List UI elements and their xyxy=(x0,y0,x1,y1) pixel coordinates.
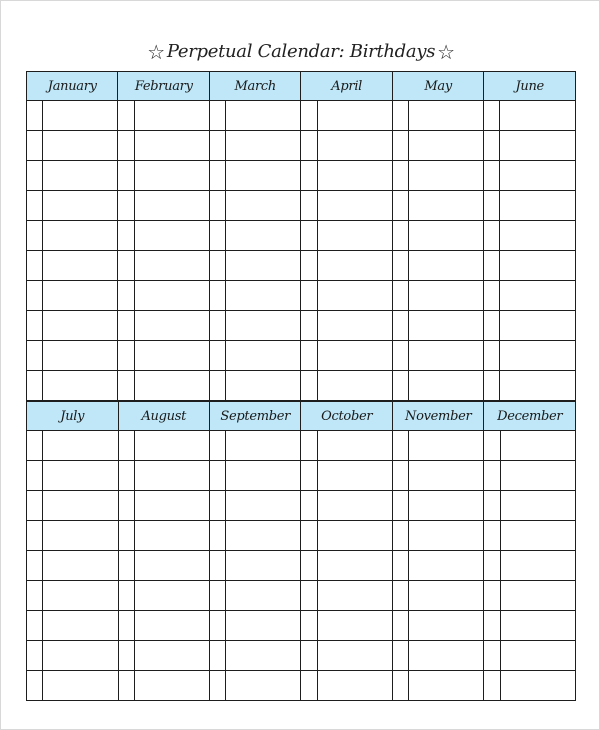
name-cell-february xyxy=(134,101,209,131)
name-cell-june xyxy=(500,281,576,311)
date-cell-february xyxy=(118,101,134,131)
name-cell-april xyxy=(317,221,392,251)
name-cell-october xyxy=(317,641,392,671)
name-cell-april xyxy=(317,101,392,131)
date-cell-february xyxy=(118,251,134,281)
month-header-may: May xyxy=(392,72,483,101)
name-cell-december xyxy=(500,521,575,551)
date-cell-october xyxy=(301,461,317,491)
table-row xyxy=(27,671,576,701)
date-cell-september xyxy=(209,551,225,581)
name-cell-august xyxy=(134,581,209,611)
name-cell-january xyxy=(43,161,118,191)
month-header-august: August xyxy=(118,402,209,431)
date-cell-may xyxy=(392,281,408,311)
name-cell-june xyxy=(500,311,576,341)
date-cell-july xyxy=(27,611,43,641)
name-cell-june xyxy=(500,341,576,371)
date-cell-may xyxy=(392,131,408,161)
name-cell-august xyxy=(134,491,209,521)
table-row xyxy=(27,311,576,341)
name-cell-april xyxy=(317,371,392,401)
date-cell-october xyxy=(301,671,317,701)
name-cell-november xyxy=(409,671,484,701)
name-cell-february xyxy=(134,221,209,251)
name-cell-april xyxy=(317,311,392,341)
name-cell-august xyxy=(134,671,209,701)
date-cell-february xyxy=(118,311,134,341)
name-cell-february xyxy=(134,251,209,281)
date-cell-september xyxy=(209,461,225,491)
month-header-march: March xyxy=(209,72,300,101)
month-header-row xyxy=(27,72,576,101)
date-cell-june xyxy=(484,161,500,191)
date-cell-march xyxy=(209,341,225,371)
month-header-september: September xyxy=(209,402,301,431)
name-cell-october xyxy=(317,431,392,461)
date-cell-june xyxy=(484,371,500,401)
title-text: Perpetual Calendar: Birthdays xyxy=(166,41,436,62)
date-cell-august xyxy=(118,581,134,611)
date-cell-august xyxy=(118,461,134,491)
name-cell-july xyxy=(43,521,118,551)
page-title xyxy=(1,37,600,67)
name-cell-november xyxy=(409,581,484,611)
date-cell-march xyxy=(209,191,225,221)
date-cell-june xyxy=(484,221,500,251)
name-cell-november xyxy=(409,431,484,461)
table-row xyxy=(27,461,576,491)
date-cell-july xyxy=(27,521,43,551)
date-cell-september xyxy=(209,431,225,461)
name-cell-july xyxy=(43,611,118,641)
date-cell-february xyxy=(118,161,134,191)
date-cell-october xyxy=(301,581,317,611)
date-cell-december xyxy=(484,431,500,461)
date-cell-may xyxy=(392,341,408,371)
date-cell-july xyxy=(27,461,43,491)
date-cell-june xyxy=(484,191,500,221)
date-cell-january xyxy=(27,101,43,131)
name-cell-august xyxy=(134,521,209,551)
name-cell-march xyxy=(226,101,301,131)
date-cell-november xyxy=(392,461,408,491)
name-cell-april xyxy=(317,251,392,281)
date-cell-april xyxy=(301,191,317,221)
date-cell-june xyxy=(484,311,500,341)
date-cell-november xyxy=(392,611,408,641)
name-cell-june xyxy=(500,161,576,191)
name-cell-may xyxy=(408,191,483,221)
date-cell-june xyxy=(484,101,500,131)
name-cell-july xyxy=(43,551,118,581)
name-cell-march xyxy=(226,161,301,191)
name-cell-march xyxy=(226,311,301,341)
date-cell-january xyxy=(27,131,43,161)
date-cell-november xyxy=(392,581,408,611)
date-cell-march xyxy=(209,281,225,311)
date-cell-july xyxy=(27,641,43,671)
name-cell-october xyxy=(317,581,392,611)
date-cell-september xyxy=(209,671,225,701)
date-cell-august xyxy=(118,431,134,461)
name-cell-december xyxy=(500,581,575,611)
date-cell-december xyxy=(484,461,500,491)
name-cell-november xyxy=(409,551,484,581)
date-cell-march xyxy=(209,101,225,131)
date-cell-april xyxy=(301,161,317,191)
name-cell-march xyxy=(226,221,301,251)
date-cell-may xyxy=(392,191,408,221)
date-cell-november xyxy=(392,551,408,581)
date-cell-november xyxy=(392,671,408,701)
name-cell-march xyxy=(226,251,301,281)
name-cell-april xyxy=(317,281,392,311)
name-cell-october xyxy=(317,521,392,551)
name-cell-december xyxy=(500,461,575,491)
name-cell-january xyxy=(43,311,118,341)
date-cell-july xyxy=(27,581,43,611)
name-cell-october xyxy=(317,461,392,491)
name-cell-june xyxy=(500,251,576,281)
date-cell-december xyxy=(484,551,500,581)
date-cell-december xyxy=(484,521,500,551)
name-cell-may xyxy=(408,101,483,131)
date-cell-october xyxy=(301,521,317,551)
name-cell-february xyxy=(134,341,209,371)
date-cell-january xyxy=(27,251,43,281)
date-cell-may xyxy=(392,371,408,401)
date-cell-december xyxy=(484,641,500,671)
date-cell-august xyxy=(118,551,134,581)
date-cell-june xyxy=(484,131,500,161)
name-cell-july xyxy=(43,671,118,701)
name-cell-april xyxy=(317,341,392,371)
name-cell-october xyxy=(317,551,392,581)
date-cell-january xyxy=(27,341,43,371)
name-cell-january xyxy=(43,371,118,401)
date-cell-december xyxy=(484,491,500,521)
name-cell-july xyxy=(43,641,118,671)
name-cell-january xyxy=(43,251,118,281)
table-row xyxy=(27,551,576,581)
name-cell-may xyxy=(408,311,483,341)
name-cell-january xyxy=(43,221,118,251)
name-cell-may xyxy=(408,341,483,371)
table-row xyxy=(27,191,576,221)
name-cell-february xyxy=(134,371,209,401)
name-cell-march xyxy=(226,341,301,371)
table-row xyxy=(27,161,576,191)
name-cell-june xyxy=(500,371,576,401)
name-cell-january xyxy=(43,281,118,311)
table-row xyxy=(27,611,576,641)
name-cell-january xyxy=(43,131,118,161)
date-cell-february xyxy=(118,341,134,371)
name-cell-june xyxy=(500,191,576,221)
table-row xyxy=(27,641,576,671)
date-cell-january xyxy=(27,281,43,311)
name-cell-september xyxy=(226,581,301,611)
star-icon: ☆ xyxy=(147,40,165,64)
name-cell-september xyxy=(226,521,301,551)
date-cell-september xyxy=(209,521,225,551)
birthday-table-jan-jun xyxy=(26,71,576,401)
name-cell-november xyxy=(409,611,484,641)
date-cell-february xyxy=(118,131,134,161)
name-cell-february xyxy=(134,281,209,311)
name-cell-april xyxy=(317,191,392,221)
table-row xyxy=(27,281,576,311)
date-cell-june xyxy=(484,251,500,281)
name-cell-december xyxy=(500,641,575,671)
date-cell-july xyxy=(27,431,43,461)
month-header-july: July xyxy=(27,402,119,431)
date-cell-september xyxy=(209,581,225,611)
month-header-february: February xyxy=(118,72,209,101)
name-cell-october xyxy=(317,671,392,701)
name-cell-february xyxy=(134,191,209,221)
name-cell-may xyxy=(408,371,483,401)
date-cell-may xyxy=(392,161,408,191)
table-row xyxy=(27,341,576,371)
name-cell-july xyxy=(43,461,118,491)
name-cell-april xyxy=(317,161,392,191)
date-cell-april xyxy=(301,281,317,311)
date-cell-november xyxy=(392,431,408,461)
name-cell-december xyxy=(500,671,575,701)
date-cell-may xyxy=(392,311,408,341)
month-header-december: December xyxy=(484,402,576,431)
date-cell-may xyxy=(392,251,408,281)
date-cell-april xyxy=(301,251,317,281)
name-cell-november xyxy=(409,491,484,521)
date-cell-june xyxy=(484,341,500,371)
name-cell-august xyxy=(134,641,209,671)
table-row xyxy=(27,491,576,521)
name-cell-may xyxy=(408,131,483,161)
name-cell-july xyxy=(43,431,118,461)
date-cell-march xyxy=(209,131,225,161)
date-cell-august xyxy=(118,611,134,641)
name-cell-february xyxy=(134,161,209,191)
name-cell-march xyxy=(226,281,301,311)
name-cell-february xyxy=(134,311,209,341)
month-header-april: April xyxy=(301,72,392,101)
table-row xyxy=(27,431,576,461)
name-cell-august xyxy=(134,611,209,641)
name-cell-december xyxy=(500,431,575,461)
name-cell-march xyxy=(226,131,301,161)
name-cell-november xyxy=(409,641,484,671)
date-cell-august xyxy=(118,641,134,671)
date-cell-september xyxy=(209,491,225,521)
date-cell-april xyxy=(301,341,317,371)
star-icon: ☆ xyxy=(437,40,455,64)
name-cell-november xyxy=(409,521,484,551)
month-header-june: June xyxy=(484,72,576,101)
name-cell-june xyxy=(500,101,576,131)
name-cell-september xyxy=(226,431,301,461)
name-cell-september xyxy=(226,641,301,671)
name-cell-march xyxy=(226,191,301,221)
month-header-january: January xyxy=(27,72,118,101)
date-cell-april xyxy=(301,131,317,161)
month-header-row xyxy=(27,402,576,431)
table-row xyxy=(27,131,576,161)
date-cell-march xyxy=(209,161,225,191)
date-cell-october xyxy=(301,551,317,581)
name-cell-february xyxy=(134,131,209,161)
table-row xyxy=(27,581,576,611)
name-cell-october xyxy=(317,491,392,521)
date-cell-april xyxy=(301,371,317,401)
name-cell-june xyxy=(500,221,576,251)
table-row xyxy=(27,101,576,131)
name-cell-april xyxy=(317,131,392,161)
name-cell-september xyxy=(226,671,301,701)
date-cell-september xyxy=(209,641,225,671)
date-cell-april xyxy=(301,101,317,131)
date-cell-july xyxy=(27,491,43,521)
date-cell-december xyxy=(484,581,500,611)
date-cell-november xyxy=(392,491,408,521)
name-cell-august xyxy=(134,551,209,581)
date-cell-february xyxy=(118,281,134,311)
name-cell-september xyxy=(226,611,301,641)
name-cell-september xyxy=(226,461,301,491)
name-cell-january xyxy=(43,191,118,221)
date-cell-april xyxy=(301,221,317,251)
date-cell-march xyxy=(209,311,225,341)
date-cell-august xyxy=(118,671,134,701)
date-cell-november xyxy=(392,641,408,671)
date-cell-august xyxy=(118,521,134,551)
date-cell-february xyxy=(118,221,134,251)
date-cell-february xyxy=(118,371,134,401)
month-header-october: October xyxy=(301,402,392,431)
date-cell-october xyxy=(301,431,317,461)
name-cell-october xyxy=(317,611,392,641)
name-cell-november xyxy=(409,461,484,491)
date-cell-august xyxy=(118,491,134,521)
birthday-table-jul-dec xyxy=(26,401,576,701)
date-cell-april xyxy=(301,311,317,341)
date-cell-march xyxy=(209,251,225,281)
table-row xyxy=(27,521,576,551)
date-cell-may xyxy=(392,221,408,251)
name-cell-december xyxy=(500,551,575,581)
date-cell-september xyxy=(209,611,225,641)
date-cell-march xyxy=(209,371,225,401)
table-row xyxy=(27,251,576,281)
date-cell-february xyxy=(118,191,134,221)
date-cell-october xyxy=(301,641,317,671)
name-cell-march xyxy=(226,371,301,401)
date-cell-january xyxy=(27,371,43,401)
date-cell-june xyxy=(484,281,500,311)
name-cell-august xyxy=(134,431,209,461)
table-row xyxy=(27,371,576,401)
name-cell-may xyxy=(408,251,483,281)
date-cell-january xyxy=(27,191,43,221)
name-cell-may xyxy=(408,161,483,191)
name-cell-july xyxy=(43,491,118,521)
date-cell-march xyxy=(209,221,225,251)
date-cell-december xyxy=(484,611,500,641)
month-header-november: November xyxy=(392,402,483,431)
name-cell-september xyxy=(226,551,301,581)
name-cell-july xyxy=(43,581,118,611)
date-cell-january xyxy=(27,311,43,341)
name-cell-august xyxy=(134,461,209,491)
name-cell-may xyxy=(408,221,483,251)
date-cell-january xyxy=(27,161,43,191)
date-cell-july xyxy=(27,551,43,581)
date-cell-july xyxy=(27,671,43,701)
date-cell-december xyxy=(484,671,500,701)
name-cell-may xyxy=(408,281,483,311)
date-cell-october xyxy=(301,491,317,521)
name-cell-december xyxy=(500,611,575,641)
date-cell-january xyxy=(27,221,43,251)
name-cell-september xyxy=(226,491,301,521)
table-row xyxy=(27,221,576,251)
date-cell-november xyxy=(392,521,408,551)
name-cell-june xyxy=(500,131,576,161)
date-cell-october xyxy=(301,611,317,641)
name-cell-january xyxy=(43,341,118,371)
date-cell-may xyxy=(392,101,408,131)
name-cell-december xyxy=(500,491,575,521)
name-cell-january xyxy=(43,101,118,131)
